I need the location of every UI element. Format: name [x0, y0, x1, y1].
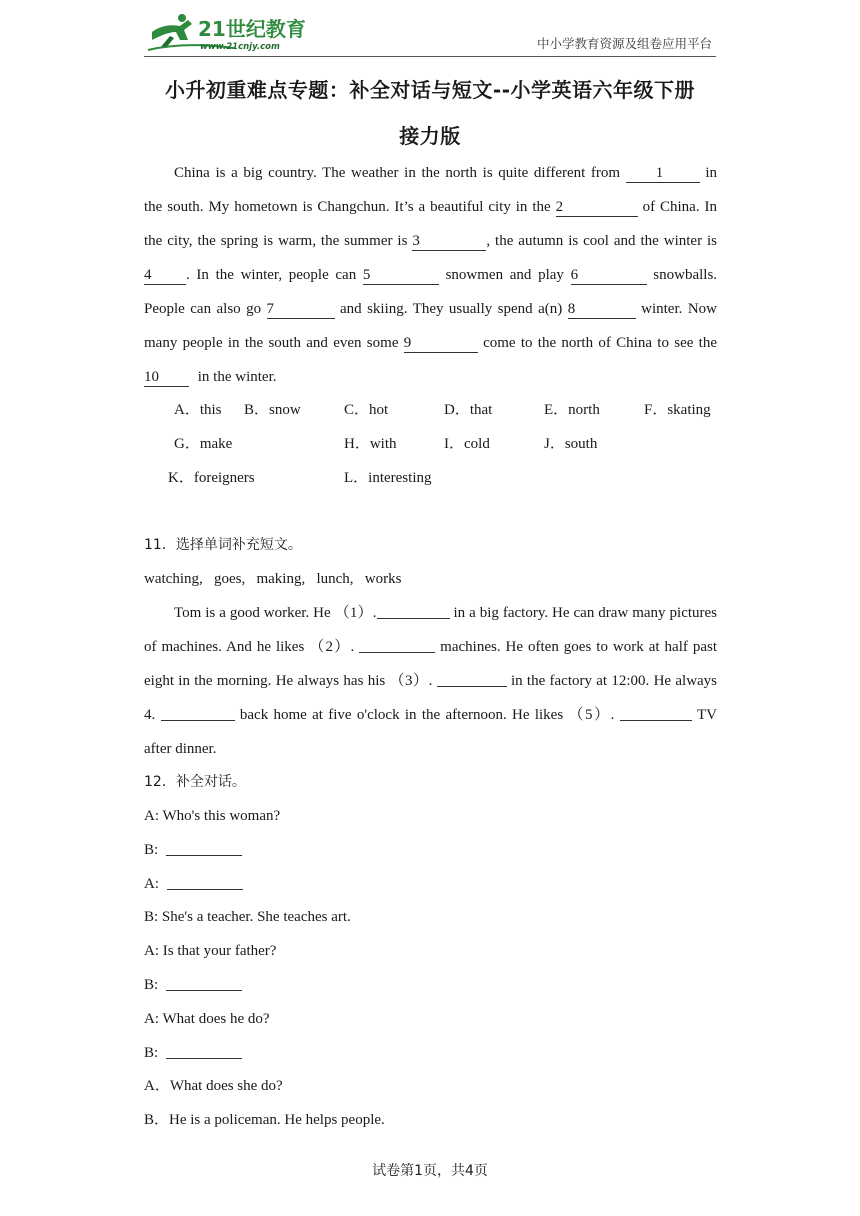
option-e: E．north: [544, 402, 600, 418]
passage-text: People can also go: [144, 301, 262, 317]
passage-line: [144, 197, 717, 217]
logo: [144, 10, 314, 54]
passage-line: [144, 163, 717, 183]
blank-7: 7: [267, 301, 335, 319]
page-title-line2: 接力版: [399, 124, 461, 148]
dialogue-line: [144, 975, 717, 995]
passage-text: the south. My hometown is Changchun. It’s a beautiful city in the: [144, 199, 551, 215]
blank-3: 3: [412, 233, 486, 251]
passage-line: [144, 671, 717, 691]
option-d: D．that: [444, 402, 493, 418]
passage-text: China is a big country. The weather in the north is quite different from: [174, 165, 621, 181]
passage-line: [144, 265, 717, 285]
dialogue-line: [144, 840, 717, 860]
svg-text:www.21cnjy.com: www.21cnjy.com: [200, 42, 280, 52]
speaker-label: A:: [144, 876, 159, 892]
passage-text: 4.: [144, 707, 156, 723]
option-h: H．with: [344, 436, 397, 452]
passage-line: [144, 367, 717, 387]
svg-text:21世纪教育: 21世纪教育: [198, 17, 306, 41]
passage-line: [144, 299, 717, 319]
answer-blank-3[interactable]: [437, 671, 507, 687]
passage-text: Tom is a good worker. He （1）.: [174, 605, 377, 621]
speaker-label: B:: [144, 977, 159, 993]
passage-text: . In the winter, people can: [186, 267, 357, 283]
passage-text: many people in the south and even some: [144, 335, 399, 351]
blank-1: 1: [626, 165, 700, 183]
passage-text: in the factory at 12:00. He always: [510, 673, 718, 689]
choice-a: A．What does she do?: [144, 1078, 283, 1094]
passage-text: and skiing. They usually spend a(n): [339, 301, 563, 317]
option-f: F．skating: [644, 402, 711, 418]
dialogue-line: B: She's a teacher. She teaches art.: [144, 909, 351, 925]
option-j: J．south: [544, 436, 598, 452]
option-i: I．cold: [444, 436, 490, 452]
dialogue-line: [144, 874, 717, 894]
option-c: C．hot: [344, 402, 389, 418]
page-header: [144, 8, 716, 57]
blank-2: 2: [556, 199, 638, 217]
dialogue-blank-1[interactable]: [166, 840, 242, 856]
passage-text: , the autumn is cool and the winter is: [486, 233, 717, 249]
dialogue-line: A: What does he do?: [144, 1011, 270, 1027]
passage-text: eight in the morning. He always has his （3）.: [144, 673, 433, 689]
answer-blank-4[interactable]: [161, 705, 235, 721]
passage-text: snowmen and play: [445, 267, 564, 283]
word-bank: watching, goes, making, lunch, works: [144, 571, 402, 587]
question-12-stem: 12．补全对话。: [144, 774, 246, 790]
dialogue-line: [144, 1043, 717, 1063]
blank-8: 8: [568, 301, 636, 319]
dialogue-line: A: Who's this woman?: [144, 808, 281, 824]
passage-line: [144, 705, 717, 725]
passage-text: machines. He often goes to work at half past: [440, 639, 717, 655]
passage-text: TV: [697, 707, 718, 723]
runner-logo-icon: [144, 10, 314, 54]
page-footer: 试卷第1页，共4页: [372, 1163, 488, 1179]
passage-text: in the winter.: [197, 369, 277, 385]
option-k: K．foreigners: [168, 470, 255, 486]
passage-text: of machines. And he likes （2）.: [144, 639, 355, 655]
page-title: 小升初重难点专题：补全对话与短文--小学英语六年级下册: [164, 78, 696, 102]
passage-text: of China. In: [642, 199, 717, 215]
answer-blank-2[interactable]: [359, 637, 435, 653]
passage-line: [144, 231, 717, 251]
passage-line: [144, 603, 717, 623]
option-b: B．snow: [244, 402, 301, 418]
dialogue-blank-4[interactable]: [166, 1043, 242, 1059]
passage-text: in: [705, 165, 717, 181]
option-a: A．this: [174, 402, 222, 418]
question-11-stem: 11．选择单词补充短文。: [144, 537, 302, 553]
blank-4: 4: [144, 267, 186, 285]
choice-b: B．He is a policeman. He helps people.: [144, 1112, 385, 1128]
speaker-label: B:: [144, 842, 159, 858]
blank-10: 10: [144, 369, 189, 387]
blank-5: 5: [363, 267, 439, 285]
passage-line: [144, 637, 717, 657]
passage-line: after dinner.: [144, 741, 217, 757]
answer-blank-5[interactable]: [620, 705, 692, 721]
passage-text: back home at five o'clock in the afternoon. He likes （5）.: [239, 707, 615, 723]
dialogue-blank-2[interactable]: [167, 874, 243, 890]
speaker-label: B:: [144, 1045, 159, 1061]
blank-6: 6: [571, 267, 647, 285]
platform-name: 中小学教育资源及组卷应用平台: [536, 36, 712, 51]
blank-9: 9: [404, 335, 478, 353]
option-g: G．make: [174, 436, 233, 452]
answer-blank-1[interactable]: [377, 603, 450, 619]
option-l: L．interesting: [344, 470, 432, 486]
passage-line: [144, 333, 717, 353]
dialogue-blank-3[interactable]: [166, 975, 242, 991]
passage-text: snowballs.: [653, 267, 718, 283]
passage-text: winter. Now: [641, 301, 717, 317]
passage-text: the city, the spring is warm, the summer is: [144, 233, 408, 249]
dialogue-line: A: Is that your father?: [144, 943, 277, 959]
passage-text: in a big factory. He can draw many pictures: [453, 605, 718, 621]
passage-text: come to the north of China to see the: [483, 335, 718, 351]
